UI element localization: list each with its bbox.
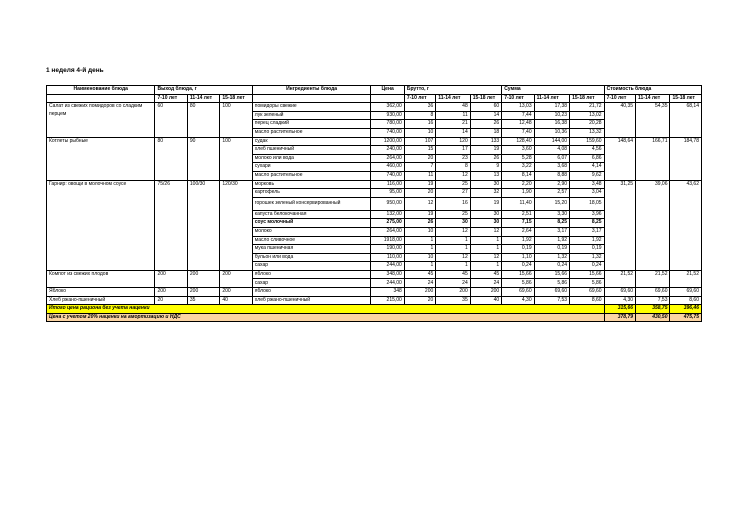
ingredient-gross: 14: [436, 128, 470, 137]
ingredient-sum: 0,24: [570, 262, 605, 271]
ingredient-sum: 3,30: [534, 210, 569, 219]
ingredient-price: 362,00: [371, 103, 404, 112]
dish-cost: 40,35: [604, 103, 635, 137]
ingredient-sum: 5,86: [534, 279, 569, 288]
dish-cost: 166,71: [636, 137, 670, 180]
ingredient-gross: 9: [470, 163, 501, 172]
ingredient-gross: 27: [436, 189, 470, 198]
total-row: [47, 305, 702, 314]
ingredient-sum: 3,22: [502, 163, 534, 172]
dish-cost: 69,60: [670, 288, 702, 297]
dish-name: Яблоко: [47, 288, 155, 297]
ingredient-sum: 2,90: [534, 180, 569, 189]
ingredient-sum: 15,66: [570, 270, 605, 279]
age-header: 11-14 лет: [636, 94, 670, 103]
ingredient-gross: 107: [404, 137, 435, 146]
ingredient-sum: 2,57: [534, 189, 569, 198]
ingredient-sum: 1,32: [570, 253, 605, 262]
ingredient-gross: 40: [470, 296, 501, 305]
ingredient-sum: 3,60: [502, 146, 534, 155]
dish-output: 35: [187, 296, 219, 305]
ingredient-sum: 4,14: [570, 163, 605, 172]
ingredient-gross: 11: [404, 171, 435, 180]
ingredient-price: 1918,00: [371, 236, 404, 245]
header-ingredients: Ингредиенты блюда: [252, 86, 371, 95]
ingredient-sum: 12,48: [502, 120, 534, 129]
ingredient-gross: 20: [404, 154, 435, 163]
ingredient-gross: 8: [436, 163, 470, 172]
ingredient-sum: 4,08: [534, 146, 569, 155]
ingredient-sum: 8,60: [570, 296, 605, 305]
ingredient-price: 215,00: [371, 296, 404, 305]
ingredient-gross: 19: [470, 197, 501, 210]
dish-cost: 4,30: [604, 296, 635, 305]
ingredient-sum: 15,66: [534, 270, 569, 279]
page-title: 1 неделя 4-й день: [46, 67, 104, 74]
ingredient-name: горошек зеленый консервированный: [252, 197, 371, 210]
table-row: [47, 103, 702, 112]
ingredient-sum: 11,40: [502, 197, 534, 210]
ingredient-gross: 45: [470, 270, 501, 279]
ingredient-sum: 159,60: [570, 137, 605, 146]
ingredient-sum: 7,53: [534, 296, 569, 305]
table-row: [47, 270, 702, 279]
ingredient-price: 930,00: [371, 111, 404, 120]
ingredient-sum: 0,19: [570, 245, 605, 254]
dish-name: Салат из свежих помидоров со сладким перцем: [47, 103, 155, 137]
ingredient-name: картофель: [252, 189, 371, 198]
ingredient-gross: 1: [404, 262, 435, 271]
dish-cost: 54,35: [636, 103, 670, 137]
dish-cost: 184,78: [670, 137, 702, 180]
total-value: 475,75: [670, 313, 702, 322]
ingredient-price: 95,00: [371, 189, 404, 198]
ingredient-gross: 12: [470, 227, 501, 236]
ingredient-gross: 26: [404, 219, 435, 228]
ingredient-gross: 16: [404, 120, 435, 129]
age-header: 7-10 лет: [155, 94, 187, 103]
total-label: Цена с учетом 20% наценки на амортизацию и НДС: [47, 313, 605, 322]
age-header-blank: [47, 94, 155, 103]
dish-output: 200: [187, 288, 219, 297]
ingredient-sum: 15,66: [502, 270, 534, 279]
age-header: 7-10 лет: [502, 94, 534, 103]
total-value: 378,79: [604, 313, 635, 322]
ingredient-sum: 8,88: [534, 171, 569, 180]
ingredient-gross: 20: [404, 296, 435, 305]
ingredient-price: 110,00: [371, 253, 404, 262]
ingredient-gross: 133: [470, 137, 501, 146]
ingredient-gross: 23: [436, 154, 470, 163]
ingredient-name: перец сладкий: [252, 120, 371, 129]
age-header: 15-18 лет: [670, 94, 702, 103]
ingredient-gross: 24: [404, 279, 435, 288]
ingredient-gross: 200: [470, 288, 501, 297]
header-gross: Брутто, г: [404, 86, 501, 95]
ingredient-name: хлеб пшеничный: [252, 146, 371, 155]
dish-cost: 31,25: [604, 180, 635, 270]
dish-output: 200: [187, 270, 219, 287]
total-value: 358,75: [636, 305, 670, 314]
ingredient-name: лук зеленый: [252, 111, 371, 120]
dish-output: 80: [155, 137, 187, 180]
ingredient-gross: 21: [436, 120, 470, 129]
dish-output: 120/30: [220, 180, 252, 270]
dish-output: 200: [155, 270, 187, 287]
dish-output: 100: [220, 103, 252, 137]
ingredient-name: мука пшеничная: [252, 245, 371, 254]
ingredient-gross: 1: [436, 245, 470, 254]
ingredient-gross: 17: [436, 146, 470, 155]
header-cost: Стоимость блюда: [604, 86, 701, 95]
dish-name: Хлеб ржано-пшеничный: [47, 296, 155, 305]
dish-output: 200: [220, 288, 252, 297]
ingredient-sum: 6,86: [570, 154, 605, 163]
ingredient-sum: 16,38: [534, 120, 569, 129]
ingredient-sum: 1,92: [570, 236, 605, 245]
ingredient-price: 1200,00: [371, 137, 404, 146]
ingredient-sum: 13,02: [570, 111, 605, 120]
ingredient-gross: 200: [404, 288, 435, 297]
dish-cost: 148,64: [604, 137, 635, 180]
ingredient-sum: 8,14: [502, 171, 534, 180]
ingredient-gross: 14: [470, 111, 501, 120]
ingredient-price: 460,00: [371, 163, 404, 172]
ingredient-name: судак: [252, 137, 371, 146]
age-header: 11-14 лет: [187, 94, 219, 103]
ingredient-gross: 24: [436, 279, 470, 288]
ingredient-sum: 69,60: [502, 288, 534, 297]
ingredient-gross: 60: [470, 103, 501, 112]
ingredient-sum: 5,86: [502, 279, 534, 288]
ingredient-sum: 18,05: [570, 197, 605, 210]
ingredient-sum: 7,40: [502, 128, 534, 137]
ingredient-sum: 6,07: [534, 154, 569, 163]
dish-cost: 69,60: [636, 288, 670, 297]
ingredient-gross: 13: [470, 171, 501, 180]
ingredient-gross: 48: [436, 103, 470, 112]
dish-output: 20: [155, 296, 187, 305]
table-row: [47, 137, 702, 146]
ingredient-gross: 35: [436, 296, 470, 305]
ingredient-gross: 19: [404, 210, 435, 219]
ingredient-name: капуста белокочанная: [252, 210, 371, 219]
ingredient-gross: 1: [404, 236, 435, 245]
ingredient-name: масло растительное: [252, 128, 371, 137]
age-header: 11-14 лет: [534, 94, 569, 103]
ingredient-sum: 0,24: [502, 262, 534, 271]
ingredient-sum: 20,28: [570, 120, 605, 129]
ingredient-price: 190,00: [371, 245, 404, 254]
ingredient-sum: 1,90: [502, 189, 534, 198]
ingredient-gross: 36: [404, 103, 435, 112]
ingredient-gross: 25: [436, 180, 470, 189]
ingredient-name: бульон или вода: [252, 253, 371, 262]
ingredient-name: сухари: [252, 163, 371, 172]
dish-cost: 68,14: [670, 103, 702, 137]
ingredient-sum: 5,86: [570, 279, 605, 288]
dish-name: Гарнир: овощи в молочном соусе: [47, 180, 155, 270]
ingredient-name: сахар: [252, 279, 371, 288]
dish-cost: 21,52: [670, 270, 702, 287]
ingredient-gross: 200: [436, 288, 470, 297]
ingredient-gross: 26: [470, 154, 501, 163]
header-output: Выход блюда, г: [155, 86, 252, 95]
dish-cost: 8,60: [670, 296, 702, 305]
dish-output: 75/26: [155, 180, 187, 270]
total-value: 430,50: [636, 313, 670, 322]
ingredient-gross: 1: [436, 236, 470, 245]
ingredient-sum: 2,20: [502, 180, 534, 189]
ingredient-price: 244,00: [371, 262, 404, 271]
ingredient-sum: 15,20: [534, 197, 569, 210]
ingredient-sum: 3,17: [570, 227, 605, 236]
ingredient-gross: 30: [470, 219, 501, 228]
age-header: 11-14 лет: [436, 94, 470, 103]
header-sum: Сумма: [502, 86, 604, 95]
dish-output: 200: [220, 270, 252, 287]
ingredient-name: морковь: [252, 180, 371, 189]
ingredient-name: молоко или вода: [252, 154, 371, 163]
dish-name: Котлеты рыбные: [47, 137, 155, 180]
ingredient-name: сахар: [252, 262, 371, 271]
table-row: [47, 296, 702, 305]
ingredient-price: 132,00: [371, 210, 404, 219]
ingredient-sum: 8,25: [570, 219, 605, 228]
ingredient-name: яблоко: [252, 270, 371, 279]
ingredient-sum: 1,92: [502, 236, 534, 245]
dish-cost: 39,06: [636, 180, 670, 270]
ingredient-sum: 1,92: [534, 236, 569, 245]
ingredient-gross: 30: [436, 219, 470, 228]
ingredient-sum: 69,60: [570, 288, 605, 297]
ingredient-price: 264,00: [371, 154, 404, 163]
dish-output: 100: [220, 137, 252, 180]
total-label: Итого цена рациона без учета наценки: [47, 305, 605, 314]
ingredient-sum: 13,32: [570, 128, 605, 137]
ingredient-gross: 16: [436, 197, 470, 210]
ingredient-name: хлеб ржано-пшеничный: [252, 296, 371, 305]
total-markup-row: [47, 313, 702, 322]
ingredient-price: 240,00: [371, 146, 404, 155]
ingredient-gross: 12: [436, 171, 470, 180]
age-header-row: [47, 94, 702, 103]
ingredient-sum: 4,30: [502, 296, 534, 305]
table-body: [47, 86, 702, 322]
ingredient-sum: 0,19: [534, 245, 569, 254]
ingredient-gross: 7: [404, 163, 435, 172]
ingredient-sum: 10,36: [534, 128, 569, 137]
ingredient-name: масло растительное: [252, 171, 371, 180]
ingredient-sum: 13,03: [502, 103, 534, 112]
dish-cost: 21,52: [636, 270, 670, 287]
ingredient-gross: 19: [470, 146, 501, 155]
ingredient-gross: 20: [404, 189, 435, 198]
ingredient-gross: 12: [436, 253, 470, 262]
ingredient-gross: 10: [404, 227, 435, 236]
age-header: 15-18 лет: [570, 94, 605, 103]
ingredient-sum: 0,24: [534, 262, 569, 271]
ingredient-sum: 7,15: [502, 219, 534, 228]
age-header-blank: [371, 94, 404, 103]
ingredient-sum: 17,38: [534, 103, 569, 112]
ingredient-gross: 1: [470, 236, 501, 245]
ingredient-gross: 12: [470, 253, 501, 262]
dish-cost: 7,53: [636, 296, 670, 305]
ingredient-price: 264,00: [371, 227, 404, 236]
menu-cost-table: [46, 85, 702, 322]
ingredient-gross: 15: [404, 146, 435, 155]
ingredient-gross: 1: [404, 245, 435, 254]
dish-output: 100/30: [187, 180, 219, 270]
ingredient-name: молоко: [252, 227, 371, 236]
ingredient-sum: 1,32: [534, 253, 569, 262]
ingredient-price: 348,00: [371, 270, 404, 279]
dish-output: 90: [187, 137, 219, 180]
ingredient-sum: 7,44: [502, 111, 534, 120]
ingredient-sum: 2,64: [502, 227, 534, 236]
ingredient-gross: 19: [404, 180, 435, 189]
ingredient-price: 780,00: [371, 120, 404, 129]
age-header: 15-18 лет: [470, 94, 501, 103]
ingredient-sum: 21,72: [570, 103, 605, 112]
ingredient-name: масло сливочное: [252, 236, 371, 245]
ingredient-sum: 128,40: [502, 137, 534, 146]
dish-output: 60: [155, 103, 187, 137]
ingredient-gross: 30: [470, 180, 501, 189]
ingredient-price: 244,00: [371, 279, 404, 288]
ingredient-sum: 10,23: [534, 111, 569, 120]
ingredient-gross: 18: [470, 128, 501, 137]
ingredient-sum: 1,10: [502, 253, 534, 262]
ingredient-price: 950,00: [371, 197, 404, 210]
header-row: [47, 86, 702, 95]
ingredient-sum: 4,56: [570, 146, 605, 155]
total-value: 396,46: [670, 305, 702, 314]
age-header: 15-18 лет: [220, 94, 252, 103]
header-dish: Наименование блюда: [47, 86, 155, 95]
ingredient-sum: 3,48: [570, 180, 605, 189]
ingredient-gross: 10: [404, 128, 435, 137]
ingredient-price: 116,00: [371, 180, 404, 189]
ingredient-gross: 1: [470, 245, 501, 254]
ingredient-price: 348: [371, 288, 404, 297]
ingredient-sum: 8,25: [534, 219, 569, 228]
dish-output: 40: [220, 296, 252, 305]
dish-name: Компот из свежих плодов: [47, 270, 155, 287]
age-header: 7-10 лет: [404, 94, 435, 103]
ingredient-name: яблоко: [252, 288, 371, 297]
ingredient-name: соус молочный: [252, 219, 371, 228]
ingredient-sum: 0,19: [502, 245, 534, 254]
ingredient-gross: 25: [436, 210, 470, 219]
age-header: 7-10 лет: [604, 94, 635, 103]
ingredient-gross: 12: [436, 227, 470, 236]
dish-output: 200: [155, 288, 187, 297]
ingredient-sum: 3,17: [534, 227, 569, 236]
ingredient-sum: 5,28: [502, 154, 534, 163]
ingredient-sum: 69,60: [534, 288, 569, 297]
ingredient-sum: 2,51: [502, 210, 534, 219]
dish-cost: 69,60: [604, 288, 635, 297]
table-row: [47, 288, 702, 297]
ingredient-price: 275,00: [371, 219, 404, 228]
ingredient-sum: 144,00: [534, 137, 569, 146]
age-header-blank: [252, 94, 371, 103]
total-value: 315,66: [604, 305, 635, 314]
ingredient-gross: 12: [404, 197, 435, 210]
ingredient-gross: 24: [470, 279, 501, 288]
ingredient-sum: 9,62: [570, 171, 605, 180]
ingredient-gross: 30: [470, 210, 501, 219]
ingredient-gross: 26: [470, 120, 501, 129]
ingredient-gross: 1: [470, 262, 501, 271]
ingredient-sum: 3,68: [534, 163, 569, 172]
ingredient-price: 740,00: [371, 128, 404, 137]
ingredient-gross: 32: [470, 189, 501, 198]
ingredient-gross: 120: [436, 137, 470, 146]
ingredient-name: помидоры свежие: [252, 103, 371, 112]
dish-cost: 21,52: [604, 270, 635, 287]
ingredient-price: 740,00: [371, 171, 404, 180]
dish-cost: 43,62: [670, 180, 702, 270]
ingredient-gross: 8: [404, 111, 435, 120]
ingredient-sum: 3,04: [570, 189, 605, 198]
ingredient-gross: 1: [436, 262, 470, 271]
ingredient-sum: 3,96: [570, 210, 605, 219]
ingredient-gross: 10: [404, 253, 435, 262]
ingredient-gross: 11: [436, 111, 470, 120]
table-row: [47, 180, 702, 189]
ingredient-gross: 45: [404, 270, 435, 279]
ingredient-gross: 45: [436, 270, 470, 279]
header-price: Цена: [371, 86, 404, 95]
dish-output: 80: [187, 103, 219, 137]
